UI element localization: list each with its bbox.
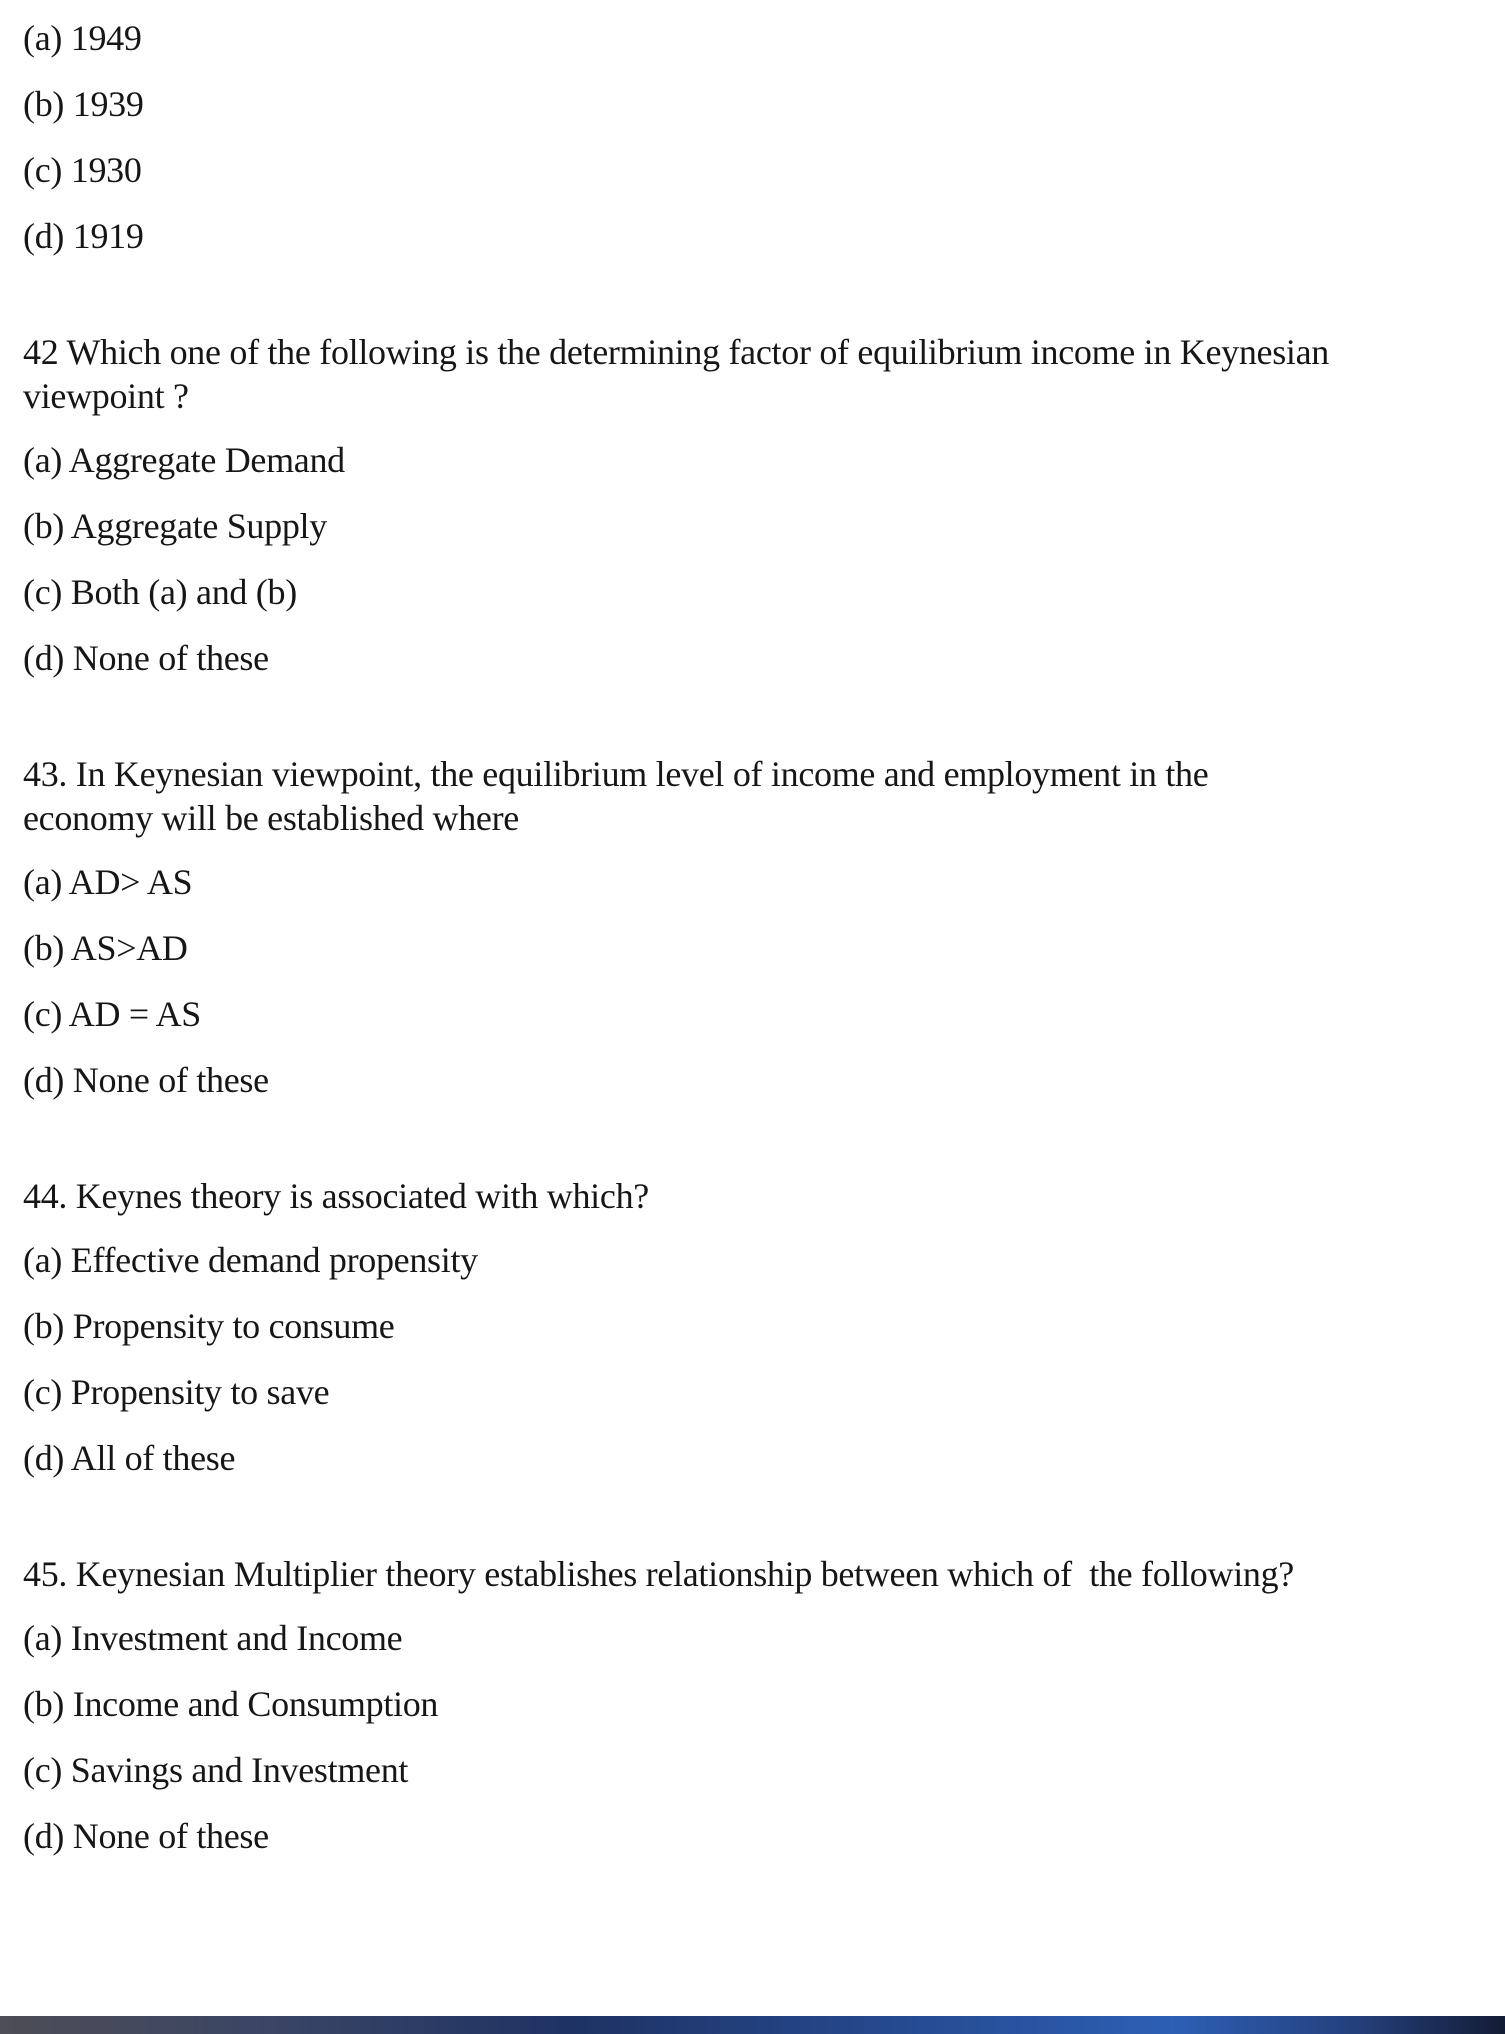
- question-block-43: [23, 752, 1491, 1102]
- option-b: (b) Propensity to consume: [23, 1306, 395, 1346]
- option-c: (c) Propensity to save: [23, 1372, 330, 1412]
- option-a: (a) 1949: [23, 18, 142, 58]
- options-list: [23, 16, 1491, 258]
- question-block-42: [23, 330, 1491, 680]
- question-block-41: [23, 16, 1491, 258]
- option-a: (a) Effective demand propensity: [23, 1240, 478, 1280]
- question-title-line: economy will be established where: [23, 798, 519, 838]
- option-d: (d) None of these: [23, 1816, 269, 1856]
- question-title-line: 45. Keynesian Multiplier theory establishes relationship between which of the following?: [23, 1554, 1294, 1594]
- question-title-line: 42 Which one of the following is the determining factor of equilibrium income in Keynesian: [23, 332, 1330, 372]
- option-a: (a) Investment and Income: [23, 1618, 403, 1658]
- option-b: (b) 1939: [23, 84, 144, 124]
- option-c: (c) AD = AS: [23, 994, 202, 1034]
- option-a: (a) Aggregate Demand: [23, 440, 345, 480]
- option-d: (d) 1919: [23, 216, 144, 256]
- question-title: [23, 330, 1491, 418]
- option-b: (b) Aggregate Supply: [23, 506, 327, 546]
- options-list: [23, 1238, 1491, 1480]
- option-a: (a) AD> AS: [23, 862, 193, 902]
- question-title-line: 43. In Keynesian viewpoint, the equilibrium level of income and employment in the: [23, 754, 1209, 794]
- question-title: [23, 1552, 1491, 1596]
- option-b: (b) AS>AD: [23, 928, 188, 968]
- question-block-45: [23, 1552, 1491, 1858]
- option-d: (d) All of these: [23, 1438, 236, 1478]
- question-title-line: 44. Keynes theory is associated with which?: [23, 1176, 649, 1216]
- bottom-edge-bar: [0, 2016, 1505, 2034]
- option-c: (c) Savings and Investment: [23, 1750, 409, 1790]
- option-d: (d) None of these: [23, 1060, 269, 1100]
- options-list: [23, 438, 1491, 680]
- option-b: (b) Income and Consumption: [23, 1684, 439, 1724]
- option-c: (c) 1930: [23, 150, 142, 190]
- question-title: [23, 1174, 1491, 1218]
- question-block-44: [23, 1174, 1491, 1480]
- question-title: [23, 752, 1491, 840]
- option-d: (d) None of these: [23, 638, 269, 678]
- question-title-line: viewpoint ?: [23, 376, 189, 416]
- options-list: [23, 1616, 1491, 1858]
- options-list: [23, 860, 1491, 1102]
- option-c: (c) Both (a) and (b): [23, 572, 297, 612]
